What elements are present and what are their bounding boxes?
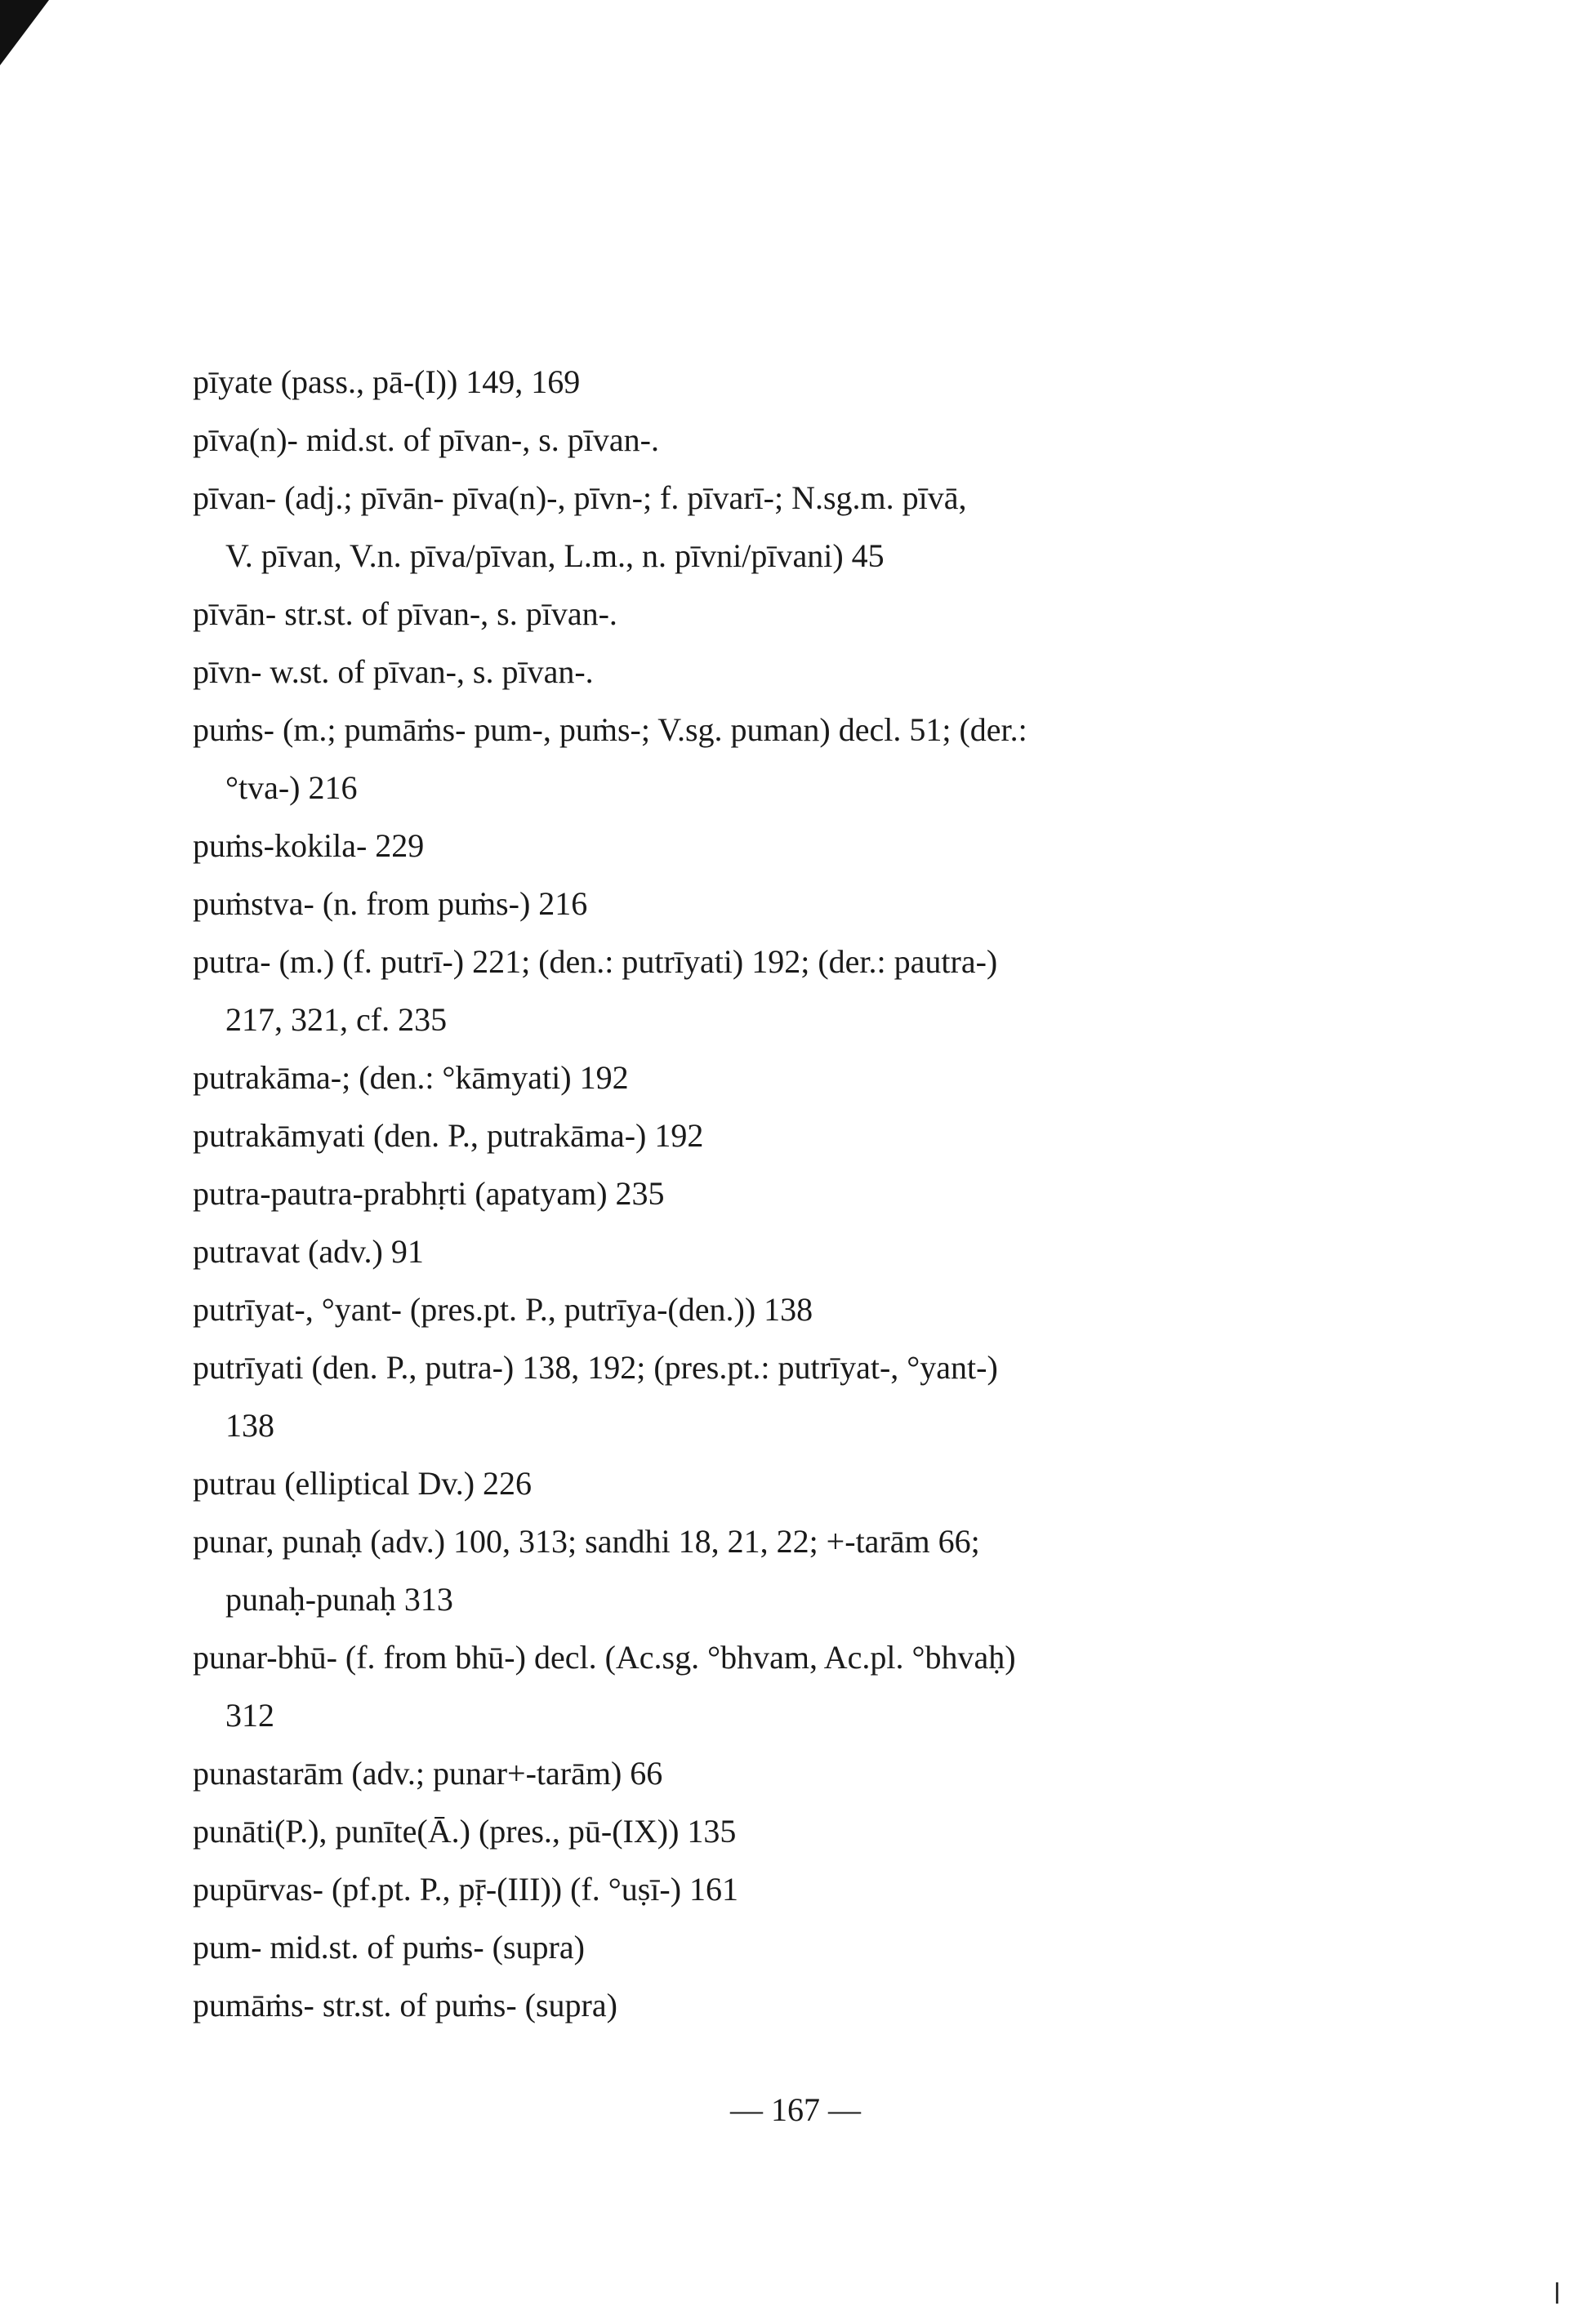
index-entry: pupūrvas- (pf.pt. P., pṝ-(III)) (f. °uṣī-) 161 <box>193 1871 739 1908</box>
index-entry-continuation: V. pīvan, V.n. pīva/pīvan, L.m., n. pīvni/pīvani) 45 <box>225 537 885 574</box>
index-entry: puṁs-kokila- 229 <box>193 827 425 864</box>
index-entry: puṁstva- (n. from puṁs-) 216 <box>193 885 588 922</box>
index-entry: puṁs- (m.; pumāṁs- pum-, puṁs-; V.sg. puman) decl. 51; (der.: °tva-) 216 <box>193 701 1336 817</box>
index-entry: putravat (adv.) 91 <box>193 1233 424 1270</box>
index-entry-continuation: 217, 321, cf. 235 <box>225 1001 448 1038</box>
corner-scan-mark <box>0 0 49 65</box>
index-entry-continuation: punaḥ-punaḥ 313 <box>225 1581 453 1618</box>
scan-margin-mark <box>1556 2282 1558 2304</box>
index-entry: putrīyati (den. P., putra-) 138, 192; (pres.pt.: putrīyat-, °yant-) 138 <box>193 1338 1336 1454</box>
index-entry: putrakāma-; (den.: °kāmyati) 192 <box>193 1059 629 1096</box>
index-entry: pīyate (pass., pā-(I)) 149, 169 <box>193 363 581 400</box>
index-entry: pumāṁs- str.st. of puṁs- (supra) <box>193 1987 617 2023</box>
index-entry-continuation: °tva-) 216 <box>225 769 358 806</box>
index-entry: punar, punaḥ (adv.) 100, 313; sandhi 18, 21, 22; +-tarām 66; punaḥ-punaḥ 313 <box>193 1512 1336 1628</box>
index-entry: punāti(P.), punīte(Ā.) (pres., pū-(IX)) 135 <box>193 1813 737 1850</box>
page-number: — 167 — <box>730 2091 861 2128</box>
index-entry: punastarām (adv.; punar+-tarām) 66 <box>193 1755 663 1792</box>
index-entry: putrīyat-, °yant- (pres.pt. P., putrīya-(den.)) 138 <box>193 1291 813 1328</box>
index-page <box>193 353 1336 2034</box>
index-entry-continuation: 312 <box>225 1697 274 1734</box>
index-entry: pīvan- (adj.; pīvān- pīva(n)-, pīvn-; f. pīvarī-; N.sg.m. pīvā, V. pīvan, V.n. pīva/pīvan, L.m., n. pīvni/pīvani) 45 <box>193 469 1336 585</box>
index-entry: putrau (elliptical Dv.) 226 <box>193 1465 533 1502</box>
index-entry: punar-bhū- (f. from bhū-) decl. (Ac.sg. °bhvam, Ac.pl. °bhvaḥ) 312 <box>193 1628 1336 1744</box>
index-entry: pīva(n)- mid.st. of pīvan-, s. pīvan-. <box>193 421 659 458</box>
index-entry-continuation: 138 <box>225 1407 274 1444</box>
index-entry: putra-pautra-prabhṛti (apatyam) 235 <box>193 1175 665 1212</box>
index-entry: pīvān- str.st. of pīvan-, s. pīvan-. <box>193 595 617 632</box>
index-entry: putra- (m.) (f. putrī-) 221; (den.: putrīyati) 192; (der.: pautra-) 217, 321, cf. 235 <box>193 933 1336 1048</box>
index-entry: pīvn- w.st. of pīvan-, s. pīvan-. <box>193 653 594 690</box>
index-entry: pum- mid.st. of puṁs- (supra) <box>193 1929 585 1966</box>
index-entry: putrakāmyati (den. P., putrakāma-) 192 <box>193 1117 704 1154</box>
